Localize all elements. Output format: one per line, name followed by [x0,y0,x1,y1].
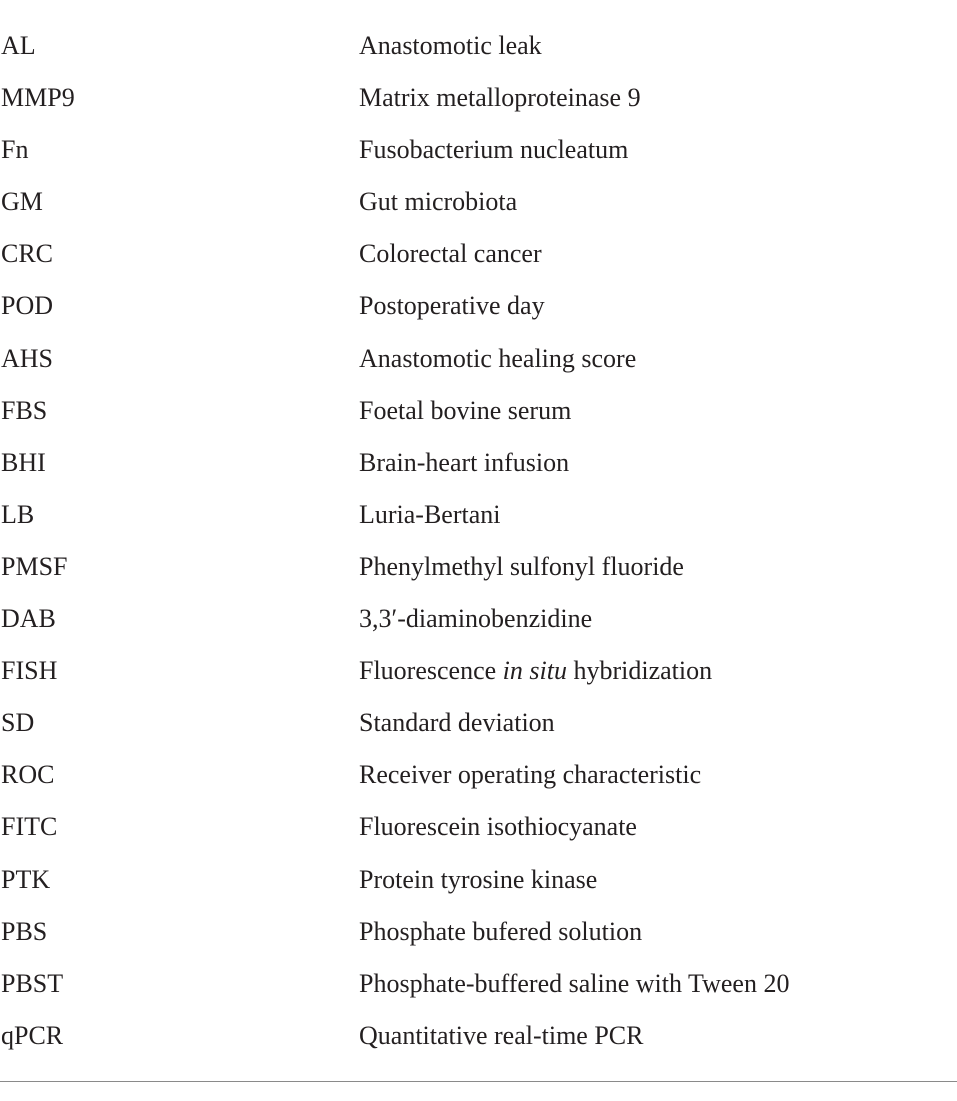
abbreviation-term: PMSF [1,551,68,581]
abbreviation-term: CRC [1,239,54,269]
table-row [0,176,957,228]
abbreviation-definition [359,653,712,689]
abbreviation-definition: 3,3′-diaminobenzidine [359,604,593,634]
abbreviation-term: AL [1,31,36,60]
abbreviation-definition: Protein tyrosine kinase [359,864,598,894]
abbreviation-definition: Phenylmethyl sulfonyl fluoride [359,551,684,581]
abbreviation-definition: Luria-Bertani [359,499,501,529]
table-row [0,333,957,385]
abbreviation-definition: Anastomotic leak [359,31,542,60]
table-row [0,228,957,280]
abbreviation-definition: Anastomotic healing score [359,343,637,373]
table-row [0,593,957,645]
abbreviation-term: LB [1,499,35,529]
table-row [0,906,957,958]
definition-text-part: hybridization [566,656,713,686]
abbreviation-definition: Fusobacterium nucleatum [359,135,629,165]
abbreviation-definition: Gut microbiota [359,187,518,217]
abbreviation-definition: Phosphate-buffered saline with Tween 20 [359,968,790,998]
table-bottom-rule [0,1081,957,1082]
abbreviation-definition: Colorectal cancer [359,239,542,269]
abbreviation-term: AHS [1,343,54,373]
abbreviation-term: GM [1,187,43,217]
abbreviation-definition: Phosphate bufered solution [359,916,643,946]
table-row [0,437,957,489]
table-row [0,749,957,801]
abbreviation-term: Fn [1,135,29,165]
table-row [0,958,957,1010]
abbreviation-term: FISH [1,656,58,686]
abbreviation-definition: Matrix metalloproteinase 9 [359,83,641,113]
table-row [0,385,957,437]
abbreviation-term: SD [1,708,35,738]
abbreviation-term: FITC [1,812,58,842]
abbreviation-term: PBS [1,916,48,946]
table-row [0,697,957,749]
table-row [0,72,957,124]
abbreviation-table [0,20,957,1062]
abbreviation-term: qPCR [1,1020,64,1050]
table-row [0,645,957,697]
table-row [0,280,957,332]
abbreviation-term: POD [1,291,54,321]
abbreviation-term: ROC [1,760,55,790]
abbreviation-definition: Fluorescein isothiocyanate [359,812,637,842]
table-row [0,1010,957,1062]
table-row [0,489,957,541]
definition-italic-part: in situ [502,656,567,686]
table-row [0,854,957,906]
abbreviation-definition: Standard deviation [359,708,555,738]
abbreviation-definition: Receiver operating characteristic [359,760,702,790]
abbreviation-term: MMP9 [1,83,75,113]
abbreviation-term: DAB [1,604,56,634]
table-row [0,801,957,853]
abbreviation-definition: Quantitative real-time PCR [359,1020,644,1050]
abbreviation-term: BHI [1,447,46,477]
abbreviation-definition: Foetal bovine serum [359,395,572,425]
table-row [0,20,957,72]
abbreviation-definition: Postoperative day [359,291,545,321]
abbreviation-term: PBST [1,968,64,998]
definition-text-part: Fluorescence [359,656,503,686]
abbreviation-term: FBS [1,395,48,425]
abbreviation-definition: Brain-heart infusion [359,447,570,477]
abbreviation-term: PTK [1,864,51,894]
table-row [0,124,957,176]
table-row [0,541,957,593]
